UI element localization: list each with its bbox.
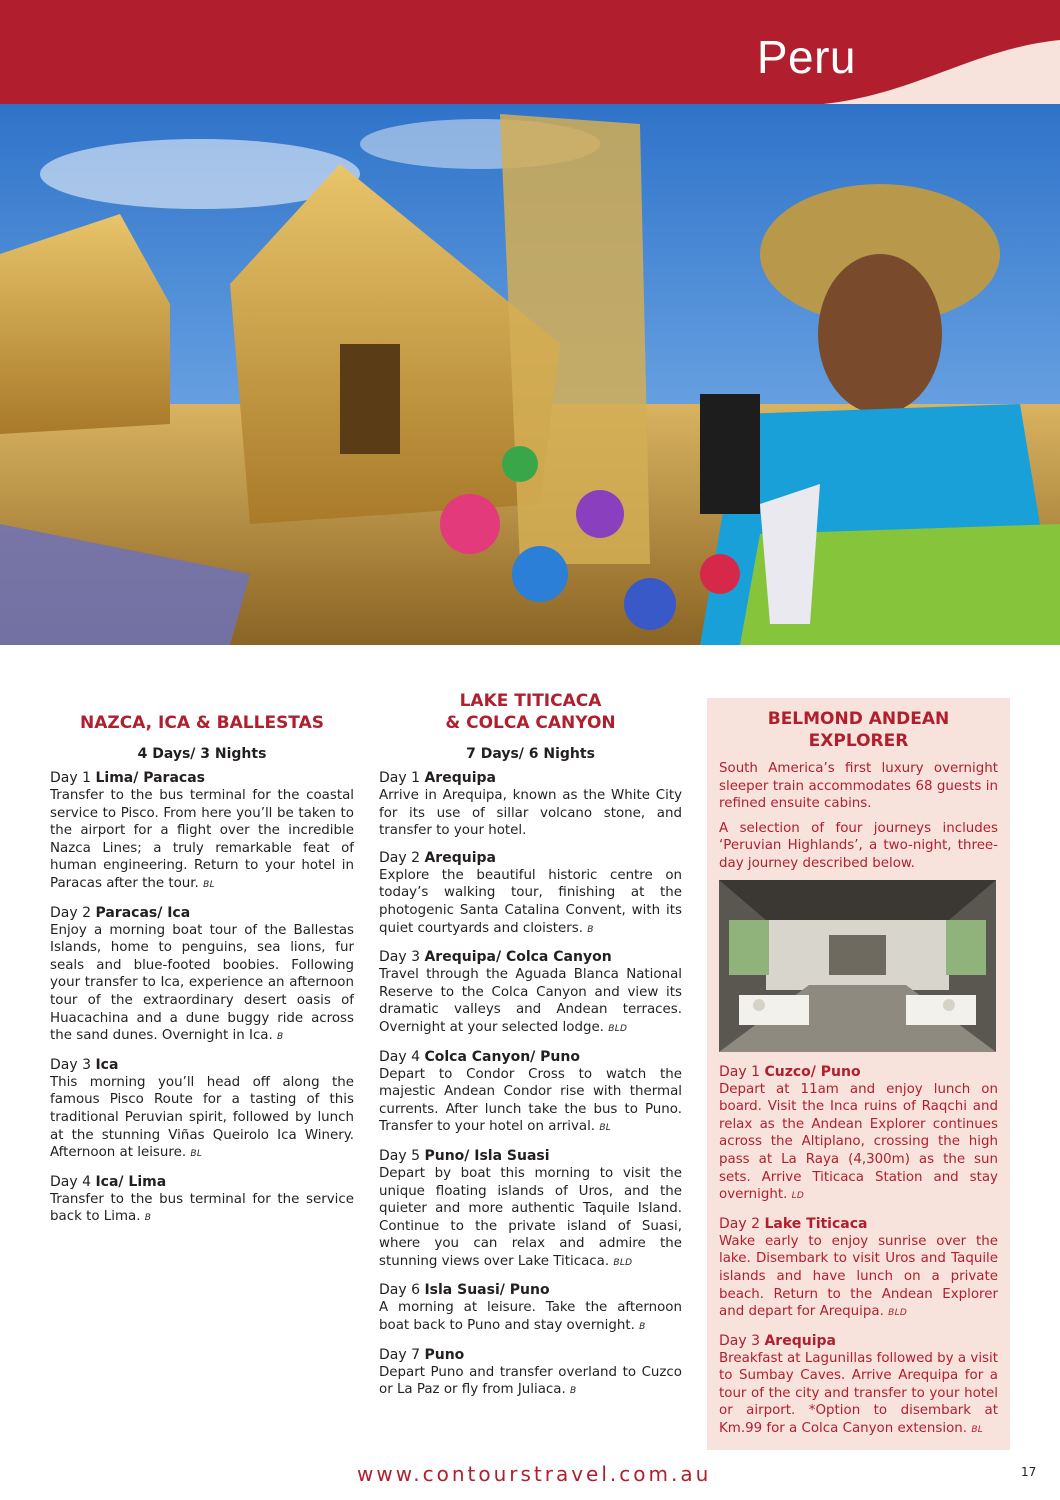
meal-code: B [277, 1032, 284, 1043]
day-place: Puno/ Isla Suasi [424, 1147, 550, 1164]
day-place: Colca Canyon/ Puno [424, 1048, 580, 1065]
day-text: Explore the beautiful historic centre on today’s walking tour, finishing at the photogenic Santa Catalina Convent, with its quiet courtyards and cloisters. [379, 867, 682, 936]
meal-code: BL [203, 879, 215, 890]
day-number: Day 2 [379, 849, 421, 866]
day-number: Day 3 [50, 1056, 92, 1073]
day-text: Travel through the Aguada Blanca National Reserve to the Colca Canyon and view its dramatic valleys and Andean terraces. Overnight at your selected lodge. [379, 967, 682, 1035]
day-text: Arrive in Arequipa, known as the White City for its use of sillar volcano stone, and transfer to your hotel. [379, 788, 682, 839]
day-number: Day 1 [719, 1063, 761, 1080]
meal-code: BLD [613, 1257, 633, 1268]
meal-code: BL [599, 1123, 612, 1134]
meal-code: B [587, 924, 594, 935]
titicaca-itinerary-column [379, 690, 682, 1411]
meal-code: BL [971, 1425, 984, 1436]
page-header [0, 0, 1060, 106]
itinerary-day [50, 1057, 354, 1164]
itinerary-day [379, 850, 682, 939]
meal-code: B [144, 1213, 152, 1224]
itinerary-day [50, 905, 354, 1047]
day-text: Breakfast at Lagunillas followed by a visit to Sumbay Caves. Arrive Arequipa for a tour of the city and transfer to your hotel or airport. *Option to disembark at Km.99 for a Colca Canyon extension. [719, 1350, 998, 1437]
header-banner [0, 0, 1060, 106]
day-text: Depart by boat this morning to visit the unique floating islands of Uros, and the quieter and more authentic Taquile Island. Continue to the private island of Suasi, where you can relax and admire the stunning views over Lake Titicaca. [379, 1165, 682, 1269]
day-number: Day 3 [719, 1332, 761, 1349]
day-number: Day 3 [379, 949, 421, 966]
andean-explorer-intro: South America’s first luxury overnight sleeper train accommodates 68 guests in refined ensuite cabins. [719, 761, 998, 812]
day-place: Arequipa [424, 849, 496, 866]
day-number: Day 5 [379, 1147, 421, 1164]
website-link[interactable]: www.contourstravel.com.au [357, 1462, 712, 1486]
itinerary-day [50, 770, 354, 895]
itinerary-day [379, 1282, 682, 1336]
day-place: Ica/ Lima [95, 1173, 167, 1190]
train-interior-photo [719, 880, 996, 1052]
itinerary-day [719, 1333, 998, 1440]
day-place: Arequipa [424, 770, 496, 786]
day-place: Arequipa [764, 1332, 836, 1349]
andean-explorer-title: BELMOND ANDEAN EXPLORER [767, 709, 950, 751]
nazca-itinerary-column [50, 690, 354, 1238]
itinerary-day [719, 1064, 998, 1206]
day-place: Arequipa/ Colca Canyon [424, 949, 612, 966]
page-number: 17 [1021, 1465, 1037, 1479]
meal-code: BL [190, 1149, 203, 1160]
titicaca-title [379, 690, 682, 734]
day-number: Day 1 [379, 770, 421, 786]
nazca-duration: 4 Days/ 3 Nights [137, 746, 267, 762]
day-text: This morning you’ll head off along the famous Pisco Route for a tasting of this traditional Peruvian spirit, followed by lunch at the stunning Viñas Queirolo Ica Winery. Afternoon at leisure. [50, 1074, 354, 1161]
itinerary-day [379, 770, 682, 840]
day-number: Day 6 [379, 1282, 421, 1299]
titicaca-title-line2: & COLCA CANYON [445, 713, 616, 733]
hero-photo [0, 104, 1060, 645]
day-place: Puno [424, 1346, 465, 1363]
day-text: Depart at 11am and enjoy lunch on board. Visit the Inca ruins of Raqchi and relax as the Andean Explorer continues across the Altiplano, crossing the high pass at La Raya (4,300m) as the sun sets. Arrive Titicaca Station and stay overnight. [719, 1081, 998, 1203]
day-place: Lima/ Paracas [95, 770, 205, 786]
day-number: Day 2 [50, 904, 92, 921]
day-text: Transfer to the bus terminal for the service back to Lima. [50, 1191, 354, 1225]
itinerary-day [379, 949, 682, 1038]
titicaca-title-line1: LAKE TITICACA [459, 691, 602, 711]
day-text: Depart Puno and transfer overland to Cuzco or La Paz or fly from Juliaca. [379, 1364, 682, 1398]
day-place: Isla Suasi/ Puno [424, 1282, 550, 1299]
andean-explorer-panel [707, 698, 1010, 1450]
day-number: Day 4 [379, 1048, 421, 1065]
day-number: Day 4 [50, 1173, 92, 1190]
day-place: Paracas/ Ica [95, 904, 191, 921]
day-place: Lake Titicaca [764, 1215, 868, 1232]
meal-code: LD [791, 1191, 805, 1202]
itinerary-day [379, 1347, 682, 1401]
day-text: Depart to Condor Cross to watch the majestic Andean Condor rise with thermal currents. After lunch take the bus to Puno. Transfer to your hotel on arrival. [379, 1066, 682, 1135]
page-title: Peru [756, 31, 856, 83]
meal-code: B [639, 1322, 646, 1333]
day-place: Cuzco/ Puno [764, 1063, 861, 1080]
meal-code: B [570, 1386, 577, 1397]
itinerary-day [50, 1174, 354, 1228]
day-text: Enjoy a morning boat tour of the Ballestas Islands, home to penguins, sea lions, fur seals and blue-footed boobies. Following your transfer to Ica, experience an afternoon tour of the extraordinary desert oasis of Huacachina and a dune buggy ride across the sand dunes. Overnight in Ica. [50, 922, 354, 1044]
itinerary-day [379, 1049, 682, 1138]
day-number: Day 1 [50, 770, 92, 786]
day-number: Day 2 [719, 1215, 761, 1232]
meal-code: BLD [608, 1023, 628, 1034]
andean-explorer-journeys: A selection of four journeys includes ‘Peruvian Highlands’, a two-night, three-day journey described below. [719, 820, 998, 871]
itinerary-day [379, 1148, 682, 1273]
nazca-title: NAZCA, ICA & BALLESTAS [80, 713, 324, 733]
day-number: Day 7 [379, 1346, 421, 1363]
day-place: Ica [95, 1056, 119, 1073]
day-text: A morning at leisure. Take the afternoon boat back to Puno and stay overnight. [379, 1300, 682, 1334]
meal-code: BLD [888, 1308, 908, 1319]
day-text: Wake early to enjoy sunrise over the lake. Disembark to visit Uros and Taquile islands and have lunch on a private beach. Return to the Andean Explorer and depart for Arequipa. [719, 1233, 998, 1320]
itinerary-day [719, 1216, 998, 1323]
day-text: Transfer to the bus terminal for the coastal service to Pisco. From here you’ll be taken to the airport for a flight over the incredible Nazca Lines; a truly remarkable feat of human engineering. Return to your hotel in Paracas after the tour. [50, 788, 354, 891]
titicaca-duration: 7 Days/ 6 Nights [466, 746, 595, 762]
